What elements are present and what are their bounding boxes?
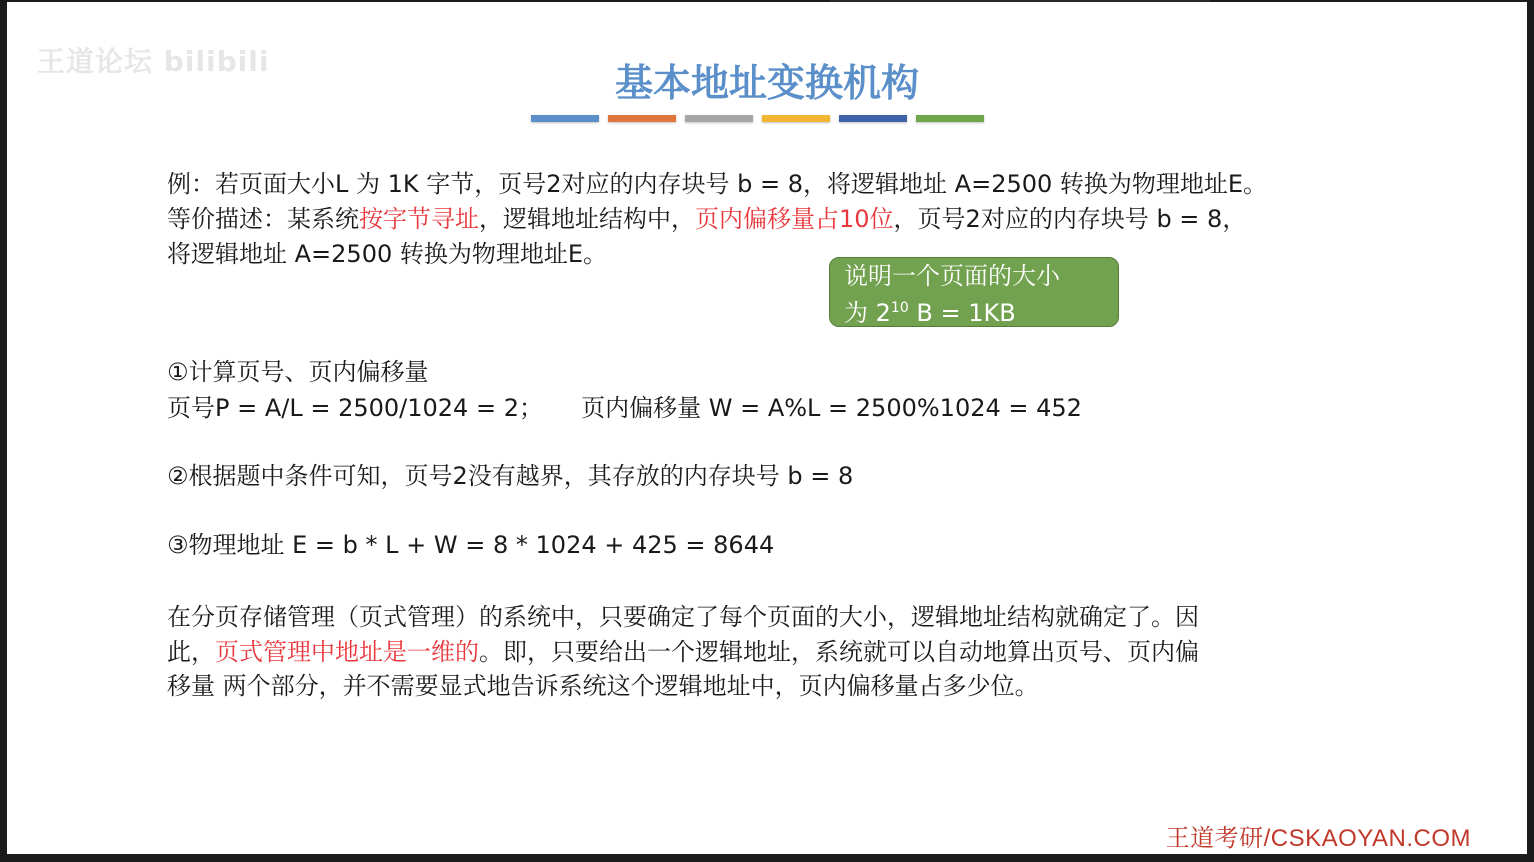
callout-line-1: 说明一个页面的大小 (844, 262, 1060, 290)
step-1-formula: 页号P = A/L = 2500/1024 = 2； 页内偏移量 W = A%L = 2500%1024 = 452 (167, 394, 1082, 422)
example-line-2 (167, 203, 1246, 235)
slide-title: 基本地址变换机构 (614, 61, 919, 105)
conclusion-line-2 (167, 636, 1199, 668)
title-color-bar (608, 115, 676, 122)
callout-exponent: 10 (890, 300, 909, 316)
example-line-2-c: ，页号2对应的内存块号 b = 8， (893, 205, 1247, 233)
footer-brand: 王道考研/CSKAOYAN.COM (1165, 825, 1471, 852)
conclusion-line-1: 在分页存储管理（页式管理）的系统中，只要确定了每个页面的大小，逻辑地址结构就确定了。因 (167, 603, 1199, 631)
title-color-bar (916, 115, 984, 122)
example-highlight-byte-addressing: 按字节寻址 (359, 205, 479, 233)
example-highlight-offset-bits: 页内偏移量占10位 (695, 205, 894, 233)
callout-prefix: 为 2 (844, 299, 891, 327)
title-color-bar (685, 115, 753, 122)
title-color-bar (531, 115, 599, 122)
example-line-1: 例：若页面大小L 为 1K 字节，页号2对应的内存块号 b = 8，将逻辑地址 A=2500 转换为物理地址E。 (167, 170, 1268, 198)
step-3: ③物理地址 E = b * L + W = 8 * 1024 + 425 = 8644 (167, 531, 775, 559)
callout-box (829, 257, 1119, 327)
title-color-bar (839, 115, 907, 122)
watermark: 王道论坛 bilibili (37, 45, 270, 78)
title-color-bar (762, 115, 830, 122)
callout-suffix: B = 1KB (908, 299, 1016, 327)
step-2: ②根据题中条件可知，页号2没有越界，其存放的内存块号 b = 8 (167, 462, 854, 490)
conclusion-line-3: 移量 两个部分，并不需要显式地告诉系统这个逻辑地址中，页内偏移量占多少位。 (167, 672, 1039, 700)
example-line-2-a: 等价描述：某系统 (167, 205, 359, 233)
example-line-2-b: ，逻辑地址结构中， (479, 205, 695, 233)
slide (7, 2, 1527, 854)
callout-line-2 (844, 292, 1104, 329)
step-1-title: ①计算页号、页内偏移量 (167, 358, 429, 386)
conclusion-line-2-b: 。即，只要给出一个逻辑地址，系统就可以自动地算出页号、页内偏 (479, 638, 1199, 666)
conclusion-highlight: 页式管理中地址是一维的 (215, 638, 479, 666)
conclusion-line-2-a: 此， (167, 638, 215, 666)
example-line-3: 将逻辑地址 A=2500 转换为物理地址E。 (167, 240, 608, 268)
